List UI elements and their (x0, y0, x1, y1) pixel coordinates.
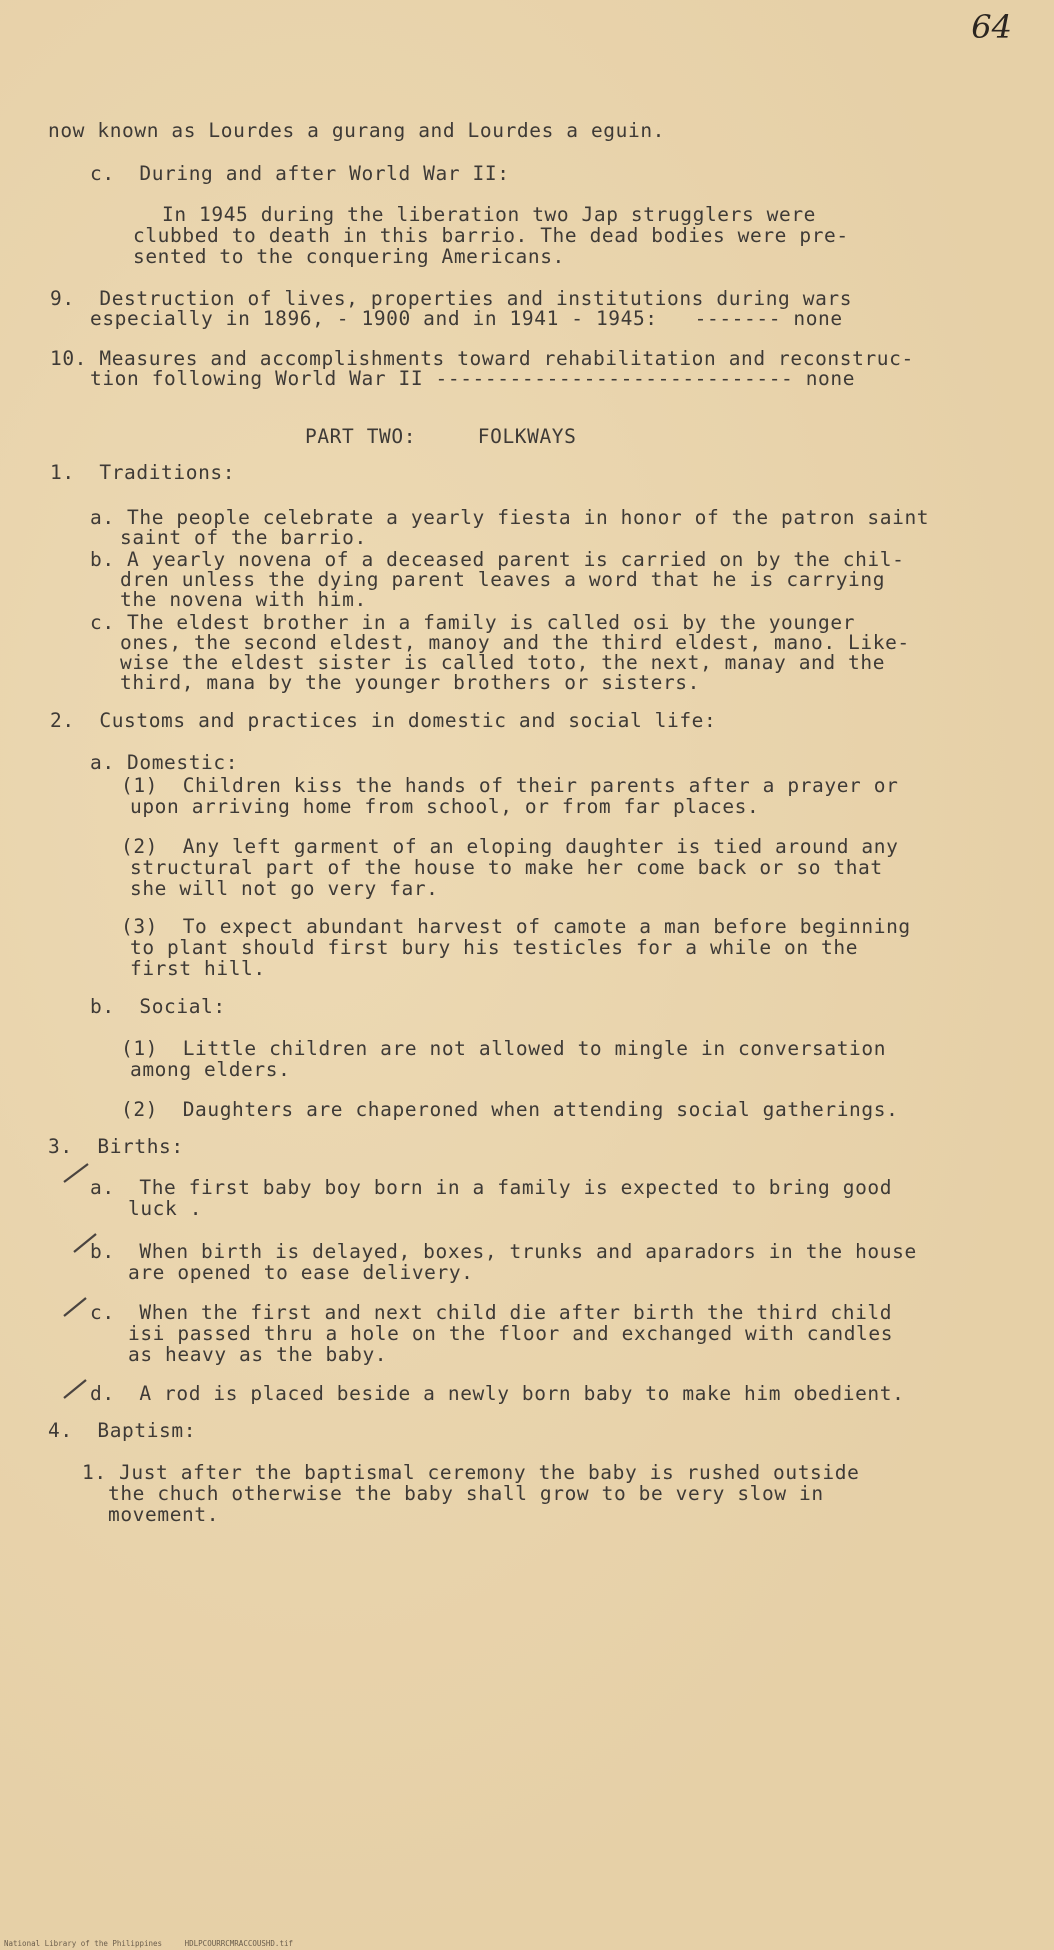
text-line: sented to the conquering Americans. (133, 245, 565, 268)
text-line: (1) Little children are not allowed to mingle in conversation (121, 1037, 887, 1060)
text-line: dren unless the dying parent leaves a word that he is carrying (120, 568, 886, 591)
text-line: a. Domestic: (90, 751, 239, 774)
text-line: 4. Baptism: (48, 1419, 197, 1442)
text-line: 9. Destruction of lives, properties and institutions during wars (50, 287, 853, 310)
text-line: luck . (128, 1197, 203, 1220)
text-line: especially in 1896, - 1900 and in 1941 - 1945: ------- none (90, 307, 843, 330)
text-line: b. A yearly novena of a deceased parent is carried on by the chil- (90, 548, 905, 571)
text-line: 1. Traditions: (50, 461, 236, 484)
text-line: the chuch otherwise the baby shall grow to be very slow in (108, 1482, 824, 1505)
section-heading: PART TWO: FOLKWAYS (305, 425, 577, 448)
check-mark-icon (60, 1372, 90, 1402)
check-mark-icon (60, 1292, 90, 1322)
text-line: a. The people celebrate a yearly fiesta in honor of the patron saint (90, 506, 930, 529)
text-line: are opened to ease delivery. (128, 1261, 474, 1284)
text-line: c. The eldest brother in a family is called osi by the younger (90, 611, 856, 634)
text-line: 10. Measures and accomplishments toward rehabilitation and reconstruc- (50, 347, 914, 370)
text-line: she will not go very far. (130, 877, 439, 900)
text-line: structural part of the house to make her come back or so that (130, 856, 883, 879)
text-line: isi passed thru a hole on the floor and exchanged with candles (128, 1322, 894, 1345)
text-line: (2) Any left garment of an eloping daughter is tied around any (121, 835, 899, 858)
text-line: (2) Daughters are chaperoned when attending social gatherings. (121, 1098, 899, 1121)
text-line: d. A rod is placed beside a newly born baby to make him obedient. (90, 1382, 905, 1405)
text-line: to plant should first bury his testicles for a while on the (130, 936, 859, 959)
text-line: (1) Children kiss the hands of their parents after a prayer or (121, 774, 899, 797)
text-line: c. During and after World War II: (90, 162, 510, 185)
text-line: the novena with him. (120, 588, 367, 611)
text-line: saint of the barrio. (120, 526, 367, 549)
text-line: 1. Just after the baptismal ceremony the baby is rushed outside (82, 1461, 860, 1484)
text-line: wise the eldest sister is called toto, the next, manay and the (120, 651, 886, 674)
text-line: 2. Customs and practices in domestic and social life: (50, 709, 717, 732)
text-line: clubbed to death in this barrio. The dead bodies were pre- (133, 224, 849, 247)
check-mark-icon (70, 1228, 100, 1258)
check-mark-icon (60, 1160, 90, 1190)
text-line: a. The first baby boy born in a family is expected to bring good (90, 1176, 893, 1199)
text-line: tion following World War II ----------------------------- none (90, 367, 856, 390)
text-line: movement. (108, 1503, 220, 1526)
text-line: ones, the second eldest, manoy and the third eldest, mano. Like- (120, 631, 910, 654)
text-line: among elders. (130, 1058, 291, 1081)
text-line: third, mana by the younger brothers or sisters. (120, 671, 700, 694)
text-line: b. Social: (90, 995, 226, 1018)
text-line: first hill. (130, 957, 266, 980)
text-line: c. When the first and next child die after birth the third child (90, 1301, 893, 1324)
text-line: In 1945 during the liberation two Jap strugglers were (162, 203, 817, 226)
text-line: as heavy as the baby. (128, 1343, 388, 1366)
text-line: upon arriving home from school, or from far places. (130, 795, 760, 818)
text-line: b. When birth is delayed, boxes, trunks and aparadors in the house (90, 1240, 917, 1263)
page-number: 64 (971, 8, 1012, 46)
text-line: now known as Lourdes a gurang and Lourdes a eguin. (48, 119, 665, 142)
footer-watermark: National Library of the Philippines HDLPCOURRCMRACCOUSHD.tif (4, 1939, 293, 1948)
text-line: 3. Births: (48, 1135, 184, 1158)
text-line: (3) To expect abundant harvest of camote a man before beginning (121, 915, 911, 938)
